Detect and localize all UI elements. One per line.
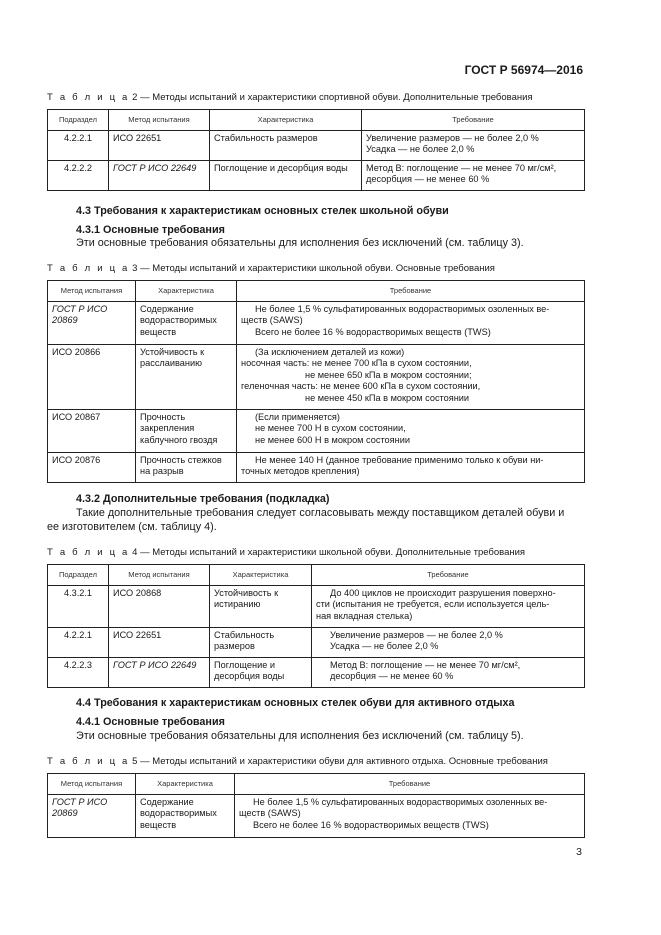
requirement-line: не менее 700 Н в сухом состоянии, xyxy=(255,423,406,434)
paragraph: Эти основные требования обязательны для исполнения без исключений (см. таблицу 5). xyxy=(76,730,524,742)
requirement-line: Усадка — не более 2,0 % xyxy=(330,641,439,652)
requirement-line: точных методов крепления) xyxy=(241,466,360,477)
table-4-caption xyxy=(47,547,525,558)
table-row xyxy=(48,657,585,687)
subsection-cell: 4.2.2.1 xyxy=(48,627,109,657)
column-header: Метод испытания xyxy=(109,565,210,586)
table-row xyxy=(48,585,585,627)
requirement-line: (За исключением деталей из кожи) xyxy=(255,346,405,357)
column-header: Характеристика xyxy=(136,281,237,302)
table-2 xyxy=(47,109,585,191)
column-header: Характеристика xyxy=(210,110,362,131)
column-header: Требование xyxy=(312,565,585,586)
table-3-caption xyxy=(47,263,495,274)
paragraph: Такие дополнительные требования следует согласовывать между поставщиком деталей обуви и xyxy=(76,507,565,519)
requirement-line: Всего не более 16 % водорастворимых веществ (TWS) xyxy=(253,819,489,830)
requirement-line: Метод В: поглощение — не менее 70 мг/см², xyxy=(330,659,521,670)
table-row xyxy=(48,130,585,160)
table-row xyxy=(48,409,585,452)
requirement-line: не менее 650 кПа в мокром состоянии; xyxy=(305,369,472,380)
requirement-line: ществ (SAWS) xyxy=(239,808,301,819)
requirement-cell xyxy=(237,301,585,344)
subsection-cell: 4.2.2.3 xyxy=(48,657,109,687)
table-2-caption xyxy=(47,92,533,103)
subsection-title-4-3-1: 4.3.1 Основные требования xyxy=(76,224,225,236)
caption-prefix: Т а б л и ц а xyxy=(47,756,130,767)
table-header-row xyxy=(48,110,585,131)
page-number: 3 xyxy=(576,846,582,858)
document-header: ГОСТ Р 56974—2016 xyxy=(464,63,583,77)
requirement-line: (Если применяется) xyxy=(255,411,340,422)
column-header: Характеристика xyxy=(210,565,312,586)
column-header: Требование xyxy=(235,774,585,795)
requirement-line: сти (испытания не требуется, если используется цель- xyxy=(316,599,550,610)
table-header-row xyxy=(48,281,585,302)
requirement-line: До 400 циклов не происходит разрушения поверхно- xyxy=(330,587,556,598)
requirement-cell xyxy=(237,344,585,409)
requirement-line: Не более 1,5 % сульфатированных водорастворимых озоленных ве- xyxy=(253,796,548,807)
requirement-cell xyxy=(312,627,585,657)
table-header-row xyxy=(48,565,585,586)
requirement-cell xyxy=(312,585,585,627)
table-row xyxy=(48,452,585,482)
column-header: Метод испытания xyxy=(48,281,136,302)
characteristic-cell: Прочность стежков на разрыв xyxy=(136,452,237,482)
table-row xyxy=(48,344,585,409)
table-row xyxy=(48,794,585,837)
requirement-line: носочная часть: не менее 700 кПа в сухом состоянии, xyxy=(241,358,472,369)
requirement-line: Не менее 140 Н (данное требование применимо только к обуви ни- xyxy=(255,454,544,465)
characteristic-cell: Поглощение и десорбция воды xyxy=(210,657,312,687)
column-header: Метод испытания xyxy=(48,774,136,795)
section-title-4-3: 4.3 Требования к характеристикам основных стелек школьной обуви xyxy=(76,205,449,217)
subsection-cell: 4.3.2.1 xyxy=(48,585,109,627)
method-cell: ИСО 22651 xyxy=(109,130,210,160)
column-header: Требование xyxy=(237,281,585,302)
requirement-line: Усадка — не более 2,0 % xyxy=(366,144,475,155)
table-4 xyxy=(47,564,585,688)
requirement-line: геленочная часть: не менее 600 кПа в сухом состоянии, xyxy=(241,381,481,392)
requirement-line: Метод В: поглощение — не менее 70 мг/см², xyxy=(366,162,557,173)
column-header: Подраздел xyxy=(48,110,109,131)
section-title-4-4: 4.4 Требования к характеристикам основных стелек обуви для активного отдыха xyxy=(76,697,515,709)
requirement-line: Увеличение размеров — не более 2,0 % xyxy=(366,132,539,143)
table-3 xyxy=(47,280,585,483)
subsection-title-4-4-1: 4.4.1 Основные требования xyxy=(76,716,225,728)
requirement-cell xyxy=(237,409,585,452)
caption-prefix: Т а б л и ц а xyxy=(47,263,130,274)
caption-prefix: Т а б л и ц а xyxy=(47,92,130,103)
column-header: Требование xyxy=(362,110,585,131)
characteristic-cell: Стабильность размеров xyxy=(210,130,362,160)
requirement-cell xyxy=(237,452,585,482)
method-cell: ИСО 20876 xyxy=(48,452,136,482)
requirement-line: ная вкладная стелька) xyxy=(316,610,413,621)
table-row xyxy=(48,160,585,190)
paragraph: Эти основные требования обязательны для исполнения без исключений (см. таблицу 3). xyxy=(76,237,524,249)
requirement-cell xyxy=(235,794,585,837)
method-cell: ИСО 20868 xyxy=(109,585,210,627)
column-header: Характеристика xyxy=(136,774,235,795)
paragraph: ее изготовителем (см. таблицу 4). xyxy=(47,521,217,533)
subsection-cell: 4.2.2.2 xyxy=(48,160,109,190)
characteristic-cell: Содержание водорастворимых веществ xyxy=(136,301,237,344)
method-cell: ГОСТ Р ИСО 22649 xyxy=(109,160,210,190)
caption-prefix: Т а б л и ц а xyxy=(47,547,130,558)
table-5 xyxy=(47,773,585,838)
characteristic-cell: Стабильность размеров xyxy=(210,627,312,657)
method-cell: ИСО 20866 xyxy=(48,344,136,409)
requirement-cell xyxy=(362,130,585,160)
characteristic-cell: Содержание водорастворимых веществ xyxy=(136,794,235,837)
table-row xyxy=(48,627,585,657)
method-cell: ГОСТ Р ИСО 20869 xyxy=(48,301,136,344)
requirement-line: Всего не более 16 % водорастворимых веществ (TWS) xyxy=(255,326,491,337)
subsection-cell: 4.2.2.1 xyxy=(48,130,109,160)
method-cell: ГОСТ Р ИСО 20869 xyxy=(48,794,136,837)
requirement-line: ществ (SAWS) xyxy=(241,315,303,326)
requirement-cell xyxy=(312,657,585,687)
method-cell: ИСО 20867 xyxy=(48,409,136,452)
characteristic-cell: Устойчивость к расслаиванию xyxy=(136,344,237,409)
table-5-caption xyxy=(47,756,548,767)
characteristic-cell: Прочность закрепления каблучного гвоздя xyxy=(136,409,237,452)
requirement-line: десорбция — не менее 60 % xyxy=(330,671,454,682)
requirement-line: не менее 600 Н в мокром состоянии xyxy=(255,434,410,445)
column-header: Метод испытания xyxy=(109,110,210,131)
caption-text: 5 — Методы испытаний и характеристики обуви для активного отдыха. Основные требования xyxy=(129,756,548,767)
method-cell: ИСО 22651 xyxy=(109,627,210,657)
method-cell: ГОСТ Р ИСО 22649 xyxy=(109,657,210,687)
requirement-line: десорбция — не менее 60 % xyxy=(366,174,490,185)
caption-text: 2 — Методы испытаний и характеристики спортивной обуви. Дополнительные требования xyxy=(129,92,533,103)
requirement-line: не менее 450 кПа в мокром состоянии xyxy=(305,392,470,403)
table-row xyxy=(48,301,585,344)
subsection-title-4-3-2: 4.3.2 Дополнительные требования (подкладка) xyxy=(76,493,330,505)
caption-text: 3 — Методы испытаний и характеристики школьной обуви. Основные требования xyxy=(129,263,495,274)
requirement-cell xyxy=(362,160,585,190)
column-header: Подраздел xyxy=(48,565,109,586)
characteristic-cell: Устойчивость к истиранию xyxy=(210,585,312,627)
requirement-line: Увеличение размеров — не более 2,0 % xyxy=(330,629,503,640)
requirement-line: Не более 1,5 % сульфатированных водорастворимых озоленных ве- xyxy=(255,303,550,314)
caption-text: 4 — Методы испытаний и характеристики школьной обуви. Дополнительные требования xyxy=(129,547,526,558)
characteristic-cell: Поглощение и десорбция воды xyxy=(210,160,362,190)
table-header-row xyxy=(48,774,585,795)
